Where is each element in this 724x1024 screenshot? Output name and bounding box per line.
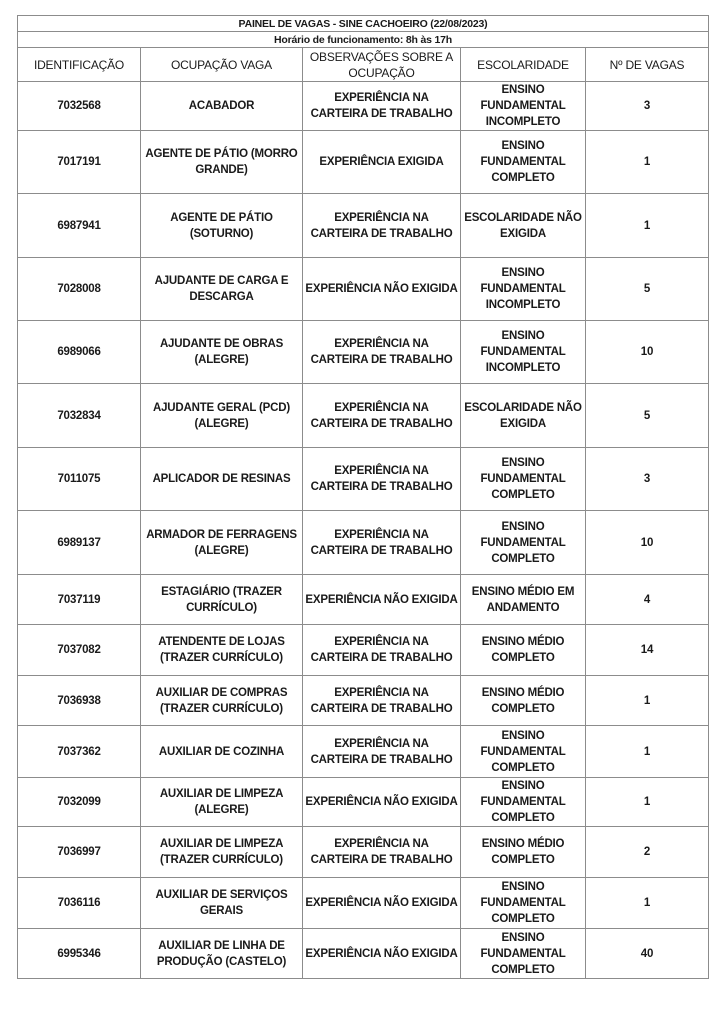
cell-escolaridade: ENSINO FUNDAMENTAL COMPLETO (461, 131, 586, 194)
cell-ocupacao: AJUDANTE DE CARGA E DESCARGA (141, 258, 303, 321)
cell-vagas: 1 (586, 778, 709, 827)
cell-identificacao: 7037119 (18, 575, 141, 625)
cell-ocupacao: ATENDENTE DE LOJAS (TRAZER CURRÍCULO) (141, 625, 303, 676)
cell-identificacao: 6989066 (18, 321, 141, 384)
table-row (18, 131, 709, 194)
header-row (18, 48, 709, 82)
cell-identificacao: 7032834 (18, 384, 141, 448)
cell-observacoes: EXPERIÊNCIA NA CARTEIRA DE TRABALHO (303, 625, 461, 676)
table-row (18, 929, 709, 979)
table-row (18, 384, 709, 448)
cell-escolaridade: ENSINO FUNDAMENTAL COMPLETO (461, 448, 586, 511)
table-row (18, 194, 709, 258)
cell-observacoes: EXPERIÊNCIA NA CARTEIRA DE TRABALHO (303, 321, 461, 384)
table-row (18, 575, 709, 625)
cell-ocupacao: AJUDANTE GERAL (PCD) (ALEGRE) (141, 384, 303, 448)
cell-vagas: 40 (586, 929, 709, 979)
table-row (18, 448, 709, 511)
cell-escolaridade: ENSINO MÉDIO COMPLETO (461, 625, 586, 676)
table-subtitle: Horário de funcionamento: 8h às 17h (18, 32, 709, 48)
header-escolaridade: ESCOLARIDADE (461, 48, 586, 82)
cell-identificacao: 7028008 (18, 258, 141, 321)
table-row (18, 827, 709, 878)
vagas-table (17, 15, 709, 979)
cell-identificacao: 7017191 (18, 131, 141, 194)
cell-vagas: 3 (586, 82, 709, 131)
cell-vagas: 3 (586, 448, 709, 511)
table-row (18, 726, 709, 778)
cell-escolaridade: ENSINO FUNDAMENTAL INCOMPLETO (461, 82, 586, 131)
table-row (18, 778, 709, 827)
cell-vagas: 10 (586, 511, 709, 575)
cell-ocupacao: AUXILIAR DE LIMPEZA (ALEGRE) (141, 778, 303, 827)
cell-identificacao: 7032568 (18, 82, 141, 131)
cell-observacoes: EXPERIÊNCIA NA CARTEIRA DE TRABALHO (303, 82, 461, 131)
header-observacoes: OBSERVAÇÕES SOBRE A OCUPAÇÃO (303, 48, 461, 82)
cell-ocupacao: AUXILIAR DE SERVIÇOS GERAIS (141, 878, 303, 929)
cell-ocupacao: APLICADOR DE RESINAS (141, 448, 303, 511)
cell-vagas: 1 (586, 878, 709, 929)
cell-ocupacao: AJUDANTE DE OBRAS (ALEGRE) (141, 321, 303, 384)
cell-observacoes: EXPERIÊNCIA NÃO EXIGIDA (303, 778, 461, 827)
table-row (18, 676, 709, 726)
cell-vagas: 5 (586, 384, 709, 448)
cell-ocupacao: ACABADOR (141, 82, 303, 131)
header-identificacao: IDENTIFICAÇÃO (18, 48, 141, 82)
table-title: PAINEL DE VAGAS - SINE CACHOEIRO (22/08/2023) (18, 16, 709, 32)
cell-observacoes: EXPERIÊNCIA NA CARTEIRA DE TRABALHO (303, 194, 461, 258)
cell-escolaridade: ENSINO FUNDAMENTAL INCOMPLETO (461, 321, 586, 384)
cell-ocupacao: AGENTE DE PÁTIO (SOTURNO) (141, 194, 303, 258)
title-row (18, 16, 709, 32)
cell-escolaridade: ENSINO MÉDIO EM ANDAMENTO (461, 575, 586, 625)
cell-ocupacao: AUXILIAR DE COMPRAS (TRAZER CURRÍCULO) (141, 676, 303, 726)
cell-vagas: 14 (586, 625, 709, 676)
cell-ocupacao: AUXILIAR DE LIMPEZA (TRAZER CURRÍCULO) (141, 827, 303, 878)
cell-observacoes: EXPERIÊNCIA NÃO EXIGIDA (303, 258, 461, 321)
cell-identificacao: 6987941 (18, 194, 141, 258)
cell-observacoes: EXPERIÊNCIA NA CARTEIRA DE TRABALHO (303, 448, 461, 511)
cell-ocupacao: ESTAGIÁRIO (TRAZER CURRÍCULO) (141, 575, 303, 625)
header-vagas: Nº DE VAGAS (586, 48, 709, 82)
cell-vagas: 1 (586, 676, 709, 726)
subtitle-row (18, 32, 709, 48)
cell-vagas: 2 (586, 827, 709, 878)
cell-observacoes: EXPERIÊNCIA NÃO EXIGIDA (303, 929, 461, 979)
cell-escolaridade: ENSINO FUNDAMENTAL COMPLETO (461, 878, 586, 929)
table-row (18, 878, 709, 929)
cell-escolaridade: ESCOLARIDADE NÃO EXIGIDA (461, 194, 586, 258)
cell-identificacao: 7036997 (18, 827, 141, 878)
cell-identificacao: 7037082 (18, 625, 141, 676)
cell-observacoes: EXPERIÊNCIA NA CARTEIRA DE TRABALHO (303, 827, 461, 878)
cell-vagas: 4 (586, 575, 709, 625)
cell-escolaridade: ESCOLARIDADE NÃO EXIGIDA (461, 384, 586, 448)
cell-identificacao: 7037362 (18, 726, 141, 778)
cell-escolaridade: ENSINO MÉDIO COMPLETO (461, 676, 586, 726)
cell-vagas: 5 (586, 258, 709, 321)
cell-identificacao: 7036938 (18, 676, 141, 726)
cell-escolaridade: ENSINO FUNDAMENTAL COMPLETO (461, 511, 586, 575)
cell-vagas: 10 (586, 321, 709, 384)
table-row (18, 82, 709, 131)
table-row (18, 511, 709, 575)
cell-observacoes: EXPERIÊNCIA NA CARTEIRA DE TRABALHO (303, 676, 461, 726)
cell-identificacao: 6989137 (18, 511, 141, 575)
cell-ocupacao: ARMADOR DE FERRAGENS (ALEGRE) (141, 511, 303, 575)
cell-observacoes: EXPERIÊNCIA NA CARTEIRA DE TRABALHO (303, 384, 461, 448)
cell-escolaridade: ENSINO MÉDIO COMPLETO (461, 827, 586, 878)
table-row (18, 321, 709, 384)
cell-escolaridade: ENSINO FUNDAMENTAL INCOMPLETO (461, 258, 586, 321)
cell-vagas: 1 (586, 726, 709, 778)
table-row (18, 258, 709, 321)
cell-identificacao: 6995346 (18, 929, 141, 979)
cell-ocupacao: AUXILIAR DE LINHA DE PRODUÇÃO (CASTELO) (141, 929, 303, 979)
cell-identificacao: 7032099 (18, 778, 141, 827)
cell-escolaridade: ENSINO FUNDAMENTAL COMPLETO (461, 778, 586, 827)
cell-ocupacao: AGENTE DE PÁTIO (MORRO GRANDE) (141, 131, 303, 194)
cell-observacoes: EXPERIÊNCIA NA CARTEIRA DE TRABALHO (303, 726, 461, 778)
cell-observacoes: EXPERIÊNCIA NA CARTEIRA DE TRABALHO (303, 511, 461, 575)
cell-identificacao: 7036116 (18, 878, 141, 929)
cell-ocupacao: AUXILIAR DE COZINHA (141, 726, 303, 778)
cell-identificacao: 7011075 (18, 448, 141, 511)
header-ocupacao: OCUPAÇÃO VAGA (141, 48, 303, 82)
cell-observacoes: EXPERIÊNCIA NÃO EXIGIDA (303, 575, 461, 625)
cell-escolaridade: ENSINO FUNDAMENTAL COMPLETO (461, 929, 586, 979)
cell-escolaridade: ENSINO FUNDAMENTAL COMPLETO (461, 726, 586, 778)
cell-vagas: 1 (586, 131, 709, 194)
cell-observacoes: EXPERIÊNCIA EXIGIDA (303, 131, 461, 194)
cell-vagas: 1 (586, 194, 709, 258)
cell-observacoes: EXPERIÊNCIA NÃO EXIGIDA (303, 878, 461, 929)
table-row (18, 625, 709, 676)
